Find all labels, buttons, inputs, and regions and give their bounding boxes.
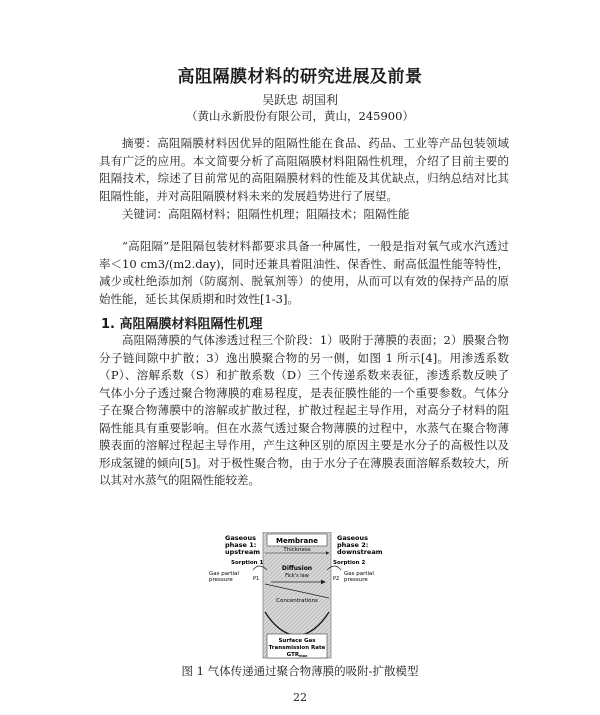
- pressure-left-2: pressure: [209, 577, 233, 583]
- keywords: 关键词：高阻隔材料；阻隔性机理；阻隔技术；阻隔性能: [122, 207, 410, 221]
- gtr-sub: max: [299, 654, 308, 658]
- pressure-right-2: pressure: [344, 577, 368, 583]
- figure-1-diagram: [209, 532, 385, 662]
- membrane-label: Membrane: [276, 537, 318, 545]
- affiliation: （黄山永新股份有限公司，黄山，245900）: [186, 109, 414, 123]
- diffusion-label: Diffusion: [281, 565, 313, 572]
- authors: 吴跃忠 胡国利: [262, 93, 338, 107]
- concentration-label: Concentrations: [276, 598, 318, 604]
- abstract: 摘要：高阻隔膜材料因优异的阻隔性能在食品、药品、工业等产品包装领域具有广泛的应用。本文简要分析了高阻隔膜材料阻隔性机理，介绍了目前主要的阻隔技术，综述了目前常见的高阻隔膜材料的性能及其优缺点，归纳总结对比其阻隔性能，并对高阻隔膜材料未来的发展趋势进行了展望。: [99, 136, 509, 203]
- p2-label: P2: [333, 576, 340, 582]
- thickness-label: Thickness: [283, 547, 311, 553]
- upstream-label-1: Gaseous: [225, 534, 256, 542]
- upstream-label-3: upstream: [225, 548, 261, 556]
- paper-title: 高阻隔膜材料的研究进展及前景: [177, 67, 423, 87]
- surface-gas-label-1: Surface Gas: [278, 638, 316, 644]
- figure-caption: 图 1 气体传递通过聚合物薄膜的吸附-扩散模型: [181, 664, 419, 678]
- sorption-2-label: Sorption 2: [333, 560, 366, 566]
- section-heading: 1. 高阻隔膜材料阻隔性机理: [101, 317, 263, 332]
- sorption-1-label: Sorption 1: [231, 560, 264, 566]
- body-paragraph: 高阻隔薄膜的气体渗透过程三个阶段：1）吸附于薄膜的表面；2）膜聚合物分子链间隙中扩散；3）逸出膜聚合物的另一侧，如图 1 所示[4]。用渗透系数（P）、溶解系数（S）和扩散系数（D）三个传递系数来表征，渗透系数反映了气体小分子透过聚合物薄膜的难易程度，是表征膜性能的一个重要参数。气体分子在聚合物薄膜中的溶解或扩散过程，扩散过程起主导作用，对高分子材料的阻隔性能具有重要影响。但在水蒸气透过聚合物薄膜的过程中，水蒸气在聚合物薄膜表面的溶解过程起主导作用，产生这种区别的原因主要是水分子的高极性以及形成氢键的倾向[5]。对于极性聚合物，由于水分子在薄膜表面溶解系数较大，所以其对水蒸气的阻隔性能较差。: [99, 333, 509, 487]
- surface-gas-label-2: Transmission Rate: [268, 645, 326, 651]
- downstream-label-1: Gaseous: [337, 534, 368, 542]
- ficks-law-label: Fick's law: [285, 573, 309, 579]
- downstream-label-2: phase 2:: [337, 541, 369, 549]
- pressure-right-1: Gas partial: [344, 571, 374, 577]
- upstream-label-2: phase 1:: [225, 541, 257, 549]
- p1-label: P1: [253, 576, 260, 582]
- downstream-label-3: downstream: [337, 548, 383, 556]
- page-number: 22: [293, 691, 307, 704]
- pressure-left-1: Gas partial: [209, 571, 239, 577]
- intro-paragraph: “高阻隔”是阻隔包装材料都要求具备一种属性，一般是指对氧气或水汽透过率＜10 cm3/(m2.day)，同时还兼具着阻油性、保香性、耐高低温性能等特性，减少或杜绝添加剂（防腐剂、脱氧剂等）的使用，从而可以有效的保持产品的原始性能，延长其保质期和时效性[1-3]。: [99, 239, 509, 306]
- gtr-main: GTR: [286, 652, 300, 658]
